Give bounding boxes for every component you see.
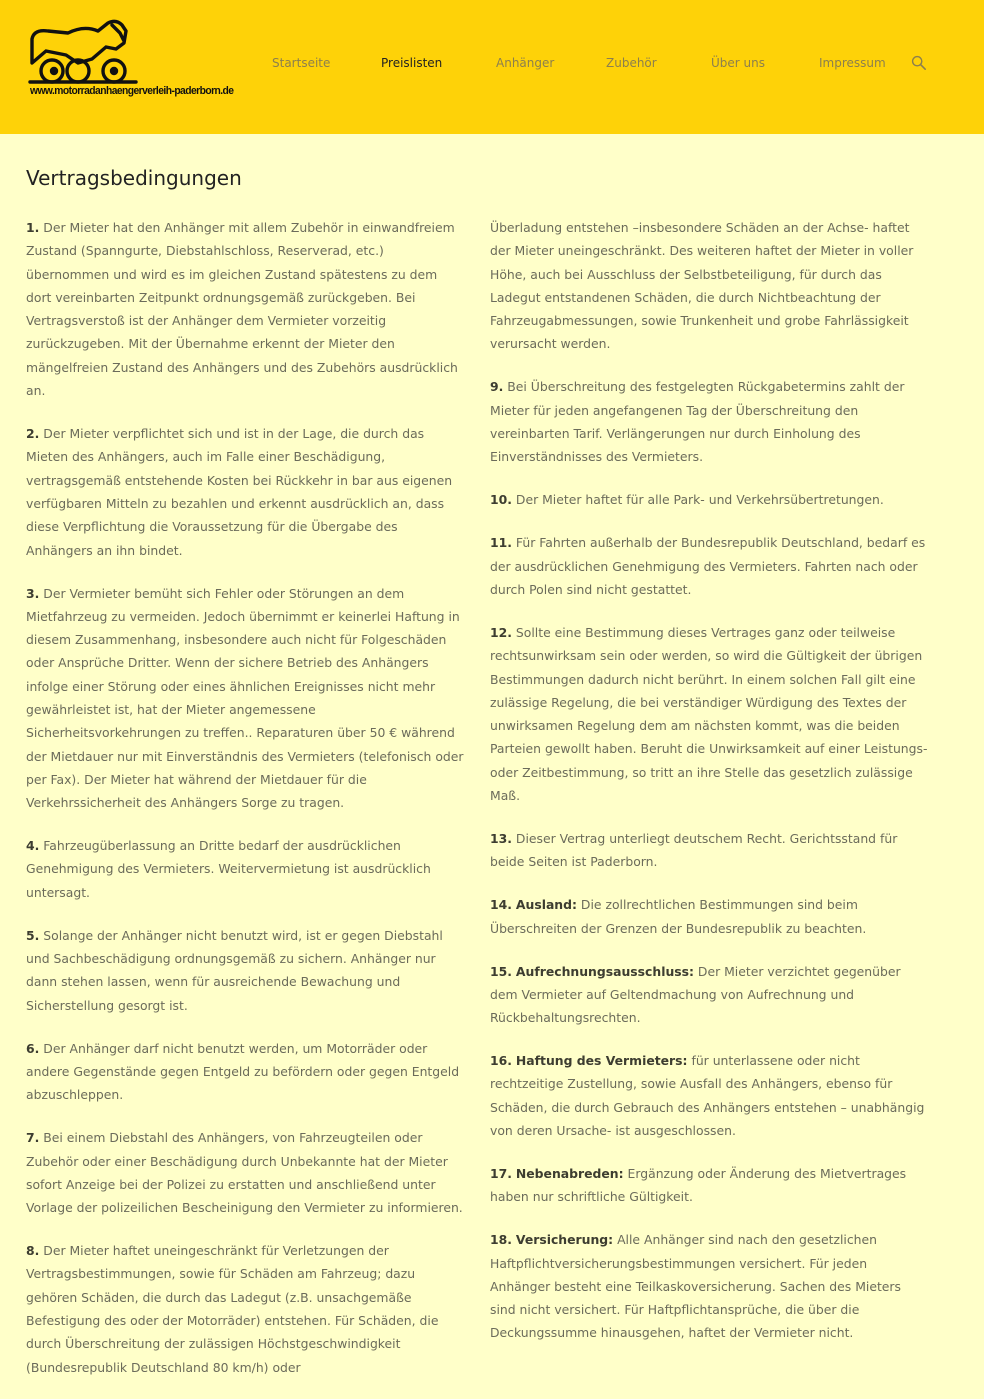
clause-text: für unterlassene oder nicht rechtzeitige Zustellung, sowie Ausfall des Anhängers, ebenso für Schäden, die durch Gebrauch des Anhängers entstehen – unabhängig von deren Ursache- ist ausgeschlossen. [490,1053,925,1138]
terms-clause [490,488,930,511]
nav-item-impressum[interactable]: Impressum [819,56,886,70]
clause-text: Überladung entstehen –insbesondere Schäden an der Achse- haftet der Mieter uneingeschränkt. Des weiteren haftet der Mieter in voller Höhe, auch bei Ausschluss der Selbstbeteiligung, für durch das Ladegut entstandenen Schäden, die durch Nichtbeachtung der Fahrzeugabmessungen, sowie Trunkenheit und grobe Fahrlässigkeit verursacht werden. [490,220,914,352]
clause-number: 13. [490,830,512,846]
clause-text: Der Mieter haftet uneingeschränkt für Verletzungen der Vertragsbestimmungen, sowie für Schäden am Fahrzeug; dazu gehören Schäden, die durch das Ladegut (z.B. unsachgemäße Befestigung des oder der Motorräder) entstehen. Für Schäden, die durch Überschreitung der zulässigen Höchstgeschwindigkeit (Bundesrepublik Deutschland 80 km/h) oder [26,1243,439,1375]
clause-text: Bei einem Diebstahl des Anhängers, von Fahrzeugteilen oder Zubehör oder einer Beschädigung durch Unbekannte hat der Mieter sofort Anzeige bei der Polizei zu erstatten und anschließend unter Vorlage der polizeilichen Bescheinigung den Vermieter zu informieren. [26,1130,463,1216]
clause-number: 14. [490,897,512,913]
clause-number: 11. [490,535,512,551]
search-icon[interactable] [911,55,927,71]
page-title: Vertragsbedingungen [26,166,242,190]
clause-text: Dieser Vertrag unterliegt deutschem Recht. Gerichtsstand für beide Seiten ist Paderborn. [490,830,898,870]
clause-number: 1. [26,220,40,235]
clause-text: Der Anhänger darf nicht benutzt werden, um Motorräder oder andere Gegenstände gegen Entgeld zu befördern oder gegen Entgeld abzuschleppen. [26,1040,460,1103]
clause-text: Ergänzung oder Änderung des Mietvertrages haben nur schriftliche Gültigkeit. [490,1165,907,1205]
clause-heading: Haftung des Vermieters: [515,1053,688,1069]
clause-number: 16. [490,1053,512,1069]
clause-number: 8. [26,1243,40,1259]
terms-clause [26,1239,466,1379]
clause-number: 4. [26,838,40,854]
terms-clause [26,834,466,904]
clause-text: Der Vermieter bemüht sich Fehler oder Störungen an dem Mietfahrzeug zu vermeiden. Jedoch übernimmt er keinerlei Haftung in diesem Zusammenhang, insbesondere auch nicht für Folgeschäden oder Ansprüche Dritter. Wenn der sichere Betrieb des Anhängers infolge einer Störung oder eines ähnlichen Ereignisses nicht mehr gewährleistet ist, hat der Mieter angemessene Sicherheitsvorkehrungen zu treffen.. Reparaturen über 50 € während der Mietdauer nur mit Einverständnis des Vermieters (telefonisch oder per Fax). Der Mieter hat während der Mietdauer für die Verkehrssicherheit des Anhängers Sorge zu tragen. [26,585,464,811]
terms-clause [26,216,466,402]
main-navigation [0,56,984,76]
clause-text: Sollte eine Bestimmung dieses Vertrages ganz oder teilweise rechtsunwirksam sein oder werden, so wird die Gültigkeit der übrigen Bestimmungen dadurch nicht berührt. In einem solchen Fall gilt eine zulässige Regelung, die bei verständiger Würdigung des Textes der unwirksamen Regelung dem am nächsten kommt, was die beiden Parteien gewollt haben. Beruht die Unwirksamkeit auf einer Leistungs- oder Zeitbestimmung, so tritt an ihre Stelle das gesetzlich zulässige Maß. [490,624,928,803]
clause-number: 17. [490,1165,512,1181]
clause-number: 6. [26,1040,40,1056]
terms-clause [490,1049,930,1142]
terms-clause [490,621,930,807]
clause-heading: Aufrechnungsausschluss: [515,963,694,979]
nav-item-zubehoer[interactable]: Zubehör [606,56,657,70]
clause-heading: Ausland: [515,897,577,913]
clause-number: 2. [26,426,40,442]
clause-text: Der Mieter haftet für alle Park- und Verkehrsübertretungen. [515,492,884,508]
terms-column-right [490,216,930,1364]
nav-item-preislisten[interactable]: Preislisten [381,56,443,70]
clause-number: 5. [26,927,40,943]
terms-clause [26,1126,466,1219]
clause-text: Der Mieter verpflichtet sich und ist in der Lage, die durch das Mieten des Anhängers, auch im Falle einer Beschädigung, vertragsgemäß entstehende Kosten bei Rückkehr in bar aus eigenen verfügbaren Mitteln zu bezahlen und erkennt ausdrücklich an, dass diese Verpflichtung die Voraussetzung für die Übergabe des Anhängers an ihn bindet. [26,426,453,558]
clause-heading: Versicherung: [515,1232,614,1248]
clause-text: Alle Anhänger sind nach den gesetzlichen Haftpflichtversicherungsbestimmungen versichert. Für jeden Anhänger besteht eine Teilkaskoversicherung. Sachen des Mieters sind nicht versichert. Für Haftpflichtansprüche, die über die Deckungssumme hinausgehen, haftet der Vermieter nicht. [490,1232,901,1341]
logo-url-text: www.motorradanhaengerverleih-paderborn.de [30,85,234,97]
terms-clause [26,582,466,815]
terms-clause [26,924,466,1017]
clause-text: Für Fahrten außerhalb der Bundesrepublik Deutschland, bedarf es der ausdrücklichen Genehmigung des Vermieters. Fahrten nach oder durch Polen sind nicht gestattet. [490,535,926,597]
clause-text: Die zollrechtlichen Bestimmungen sind beim Überschreiten der Grenzen der Bundesrepublik zu beachten. [490,897,867,936]
site-header [0,0,984,134]
terms-clause [490,1162,930,1209]
terms-clause [490,375,930,468]
clause-number: 9. [490,379,504,395]
clause-heading: Nebenabreden: [515,1165,624,1181]
motorcycle-trailer-icon [26,19,224,87]
clause-text: Bei Überschreitung des festgelegten Rückgabetermins zahlt der Mieter für jeden angefangenen Tag der Überschreitung den vereinbarten Tarif. Verlängerungen nur durch Einholung des Einverständnisses des Vermieters. [490,379,905,465]
clause-number: 15. [490,963,512,979]
terms-clause [490,531,930,601]
terms-clause [490,216,930,356]
terms-clause [490,1228,930,1344]
clause-text: Solange der Anhänger nicht benutzt wird, ist er gegen Diebstahl und Sachbeschädigung ordnungsgemäß zu sichern. Anhänger nur dann stehen lassen, wenn für ausreichende Bewachung und Sicherstellung gesorgt ist. [26,927,443,1013]
terms-clause [490,827,930,874]
clause-number: 18. [490,1232,512,1248]
clause-number: 12. [490,624,512,640]
clause-number: 10. [490,492,512,508]
clause-number: 3. [26,585,40,601]
terms-clause [26,1037,466,1107]
terms-clause [490,960,930,1030]
terms-column-left [26,216,466,1399]
clause-number: 7. [26,1130,40,1146]
clause-text: Der Mieter verzichtet gegenüber dem Vermieter auf Geltendmachung von Aufrechnung und Rückbehaltungsrechten. [490,963,901,1026]
nav-item-anhaenger[interactable]: Anhänger [496,56,555,70]
nav-item-ueber-uns[interactable]: Über uns [711,56,765,70]
nav-item-startseite[interactable]: Startseite [272,56,331,70]
clause-text: Fahrzeugüberlassung an Dritte bedarf der ausdrücklichen Genehmigung des Vermieters. Weitervermietung ist ausdrücklich untersagt. [26,838,431,900]
clause-text: Der Mieter hat den Anhänger mit allem Zubehör in einwandfreiem Zustand (Spanngurte, Diebstahlschloss, Reserverad, etc.) übernommen und wird es im gleichen Zustand spätestens zu dem dort vereinbarten Zeitpunkt ordnungsgemäß zurückgeben. Bei Vertragsverstoß ist der Anhänger dem Vermieter vorzeitig zurückzugeben. Mit der Übernahme erkennt der Mieter den mängelfreien Zustand des Anhängers und des Zubehörs ausdrücklich an. [26,220,458,399]
terms-clause [490,893,930,940]
terms-clause [26,422,466,562]
